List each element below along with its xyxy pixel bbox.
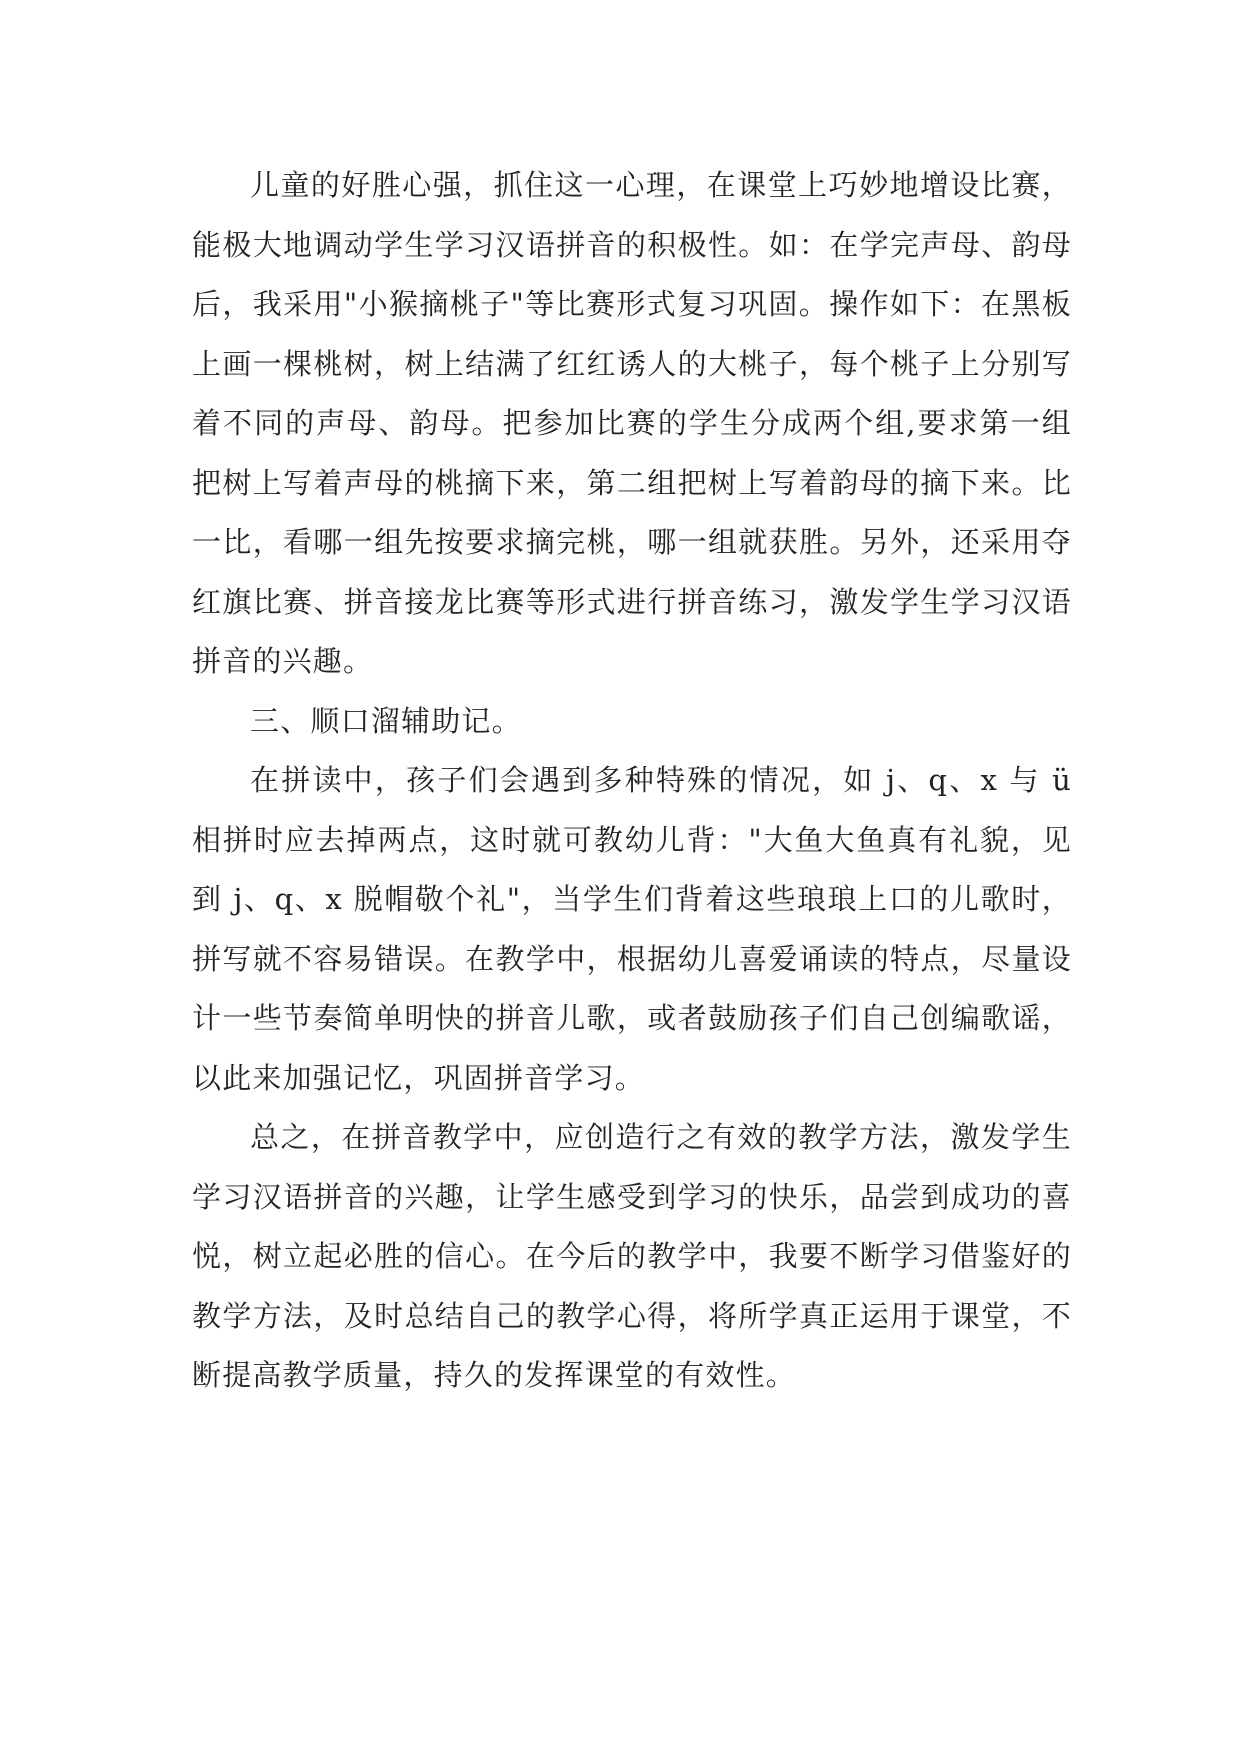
paragraph-rhymes: 在拼读中，孩子们会遇到多种特殊的情况，如 j、q、x 与 ü 相拼时应去掉两点，这时就可教幼儿背："大鱼大鱼真有礼貌，见到 j、q、x 脱帽敬个礼"，当学生们背着这些琅琅上口的儿歌时，拼写就不容易错误。在教学中，根据幼儿喜爱诵读的特点，尽量设计一些节奏简单明快的拼音儿歌，或者鼓励孩子们自己创编歌谣，以此来加强记忆，巩固拼音学习。 bbox=[192, 763, 1072, 1095]
document-page bbox=[192, 156, 1072, 1406]
paragraph-conclusion: 总之，在拼音教学中，应创造行之有效的教学方法，激发学生学习汉语拼音的兴趣，让学生感受到学习的快乐，品尝到成功的喜悦，树立起必胜的信心。在今后的教学中，我要不断学习借鉴好的教学方法，及时总结自己的教学心得，将所学真正运用于课堂，不断提高教学质量，持久的发挥课堂的有效性。 bbox=[192, 1120, 1072, 1392]
paragraph-competition: 儿童的好胜心强，抓住这一心理，在课堂上巧妙地增设比赛，能极大地调动学生学习汉语拼音的积极性。如：在学完声母、韵母后，我采用"小猴摘桃子"等比赛形式复习巩固。操作如下：在黑板上画一棵桃树，树上结满了红红诱人的大桃子，每个桃子上分别写着不同的声母、韵母。把参加比赛的学生分成两个组,要求第一组把树上写着声母的桃摘下来，第二组把树上写着韵母的摘下来。比一比，看哪一组先按要求摘完桃，哪一组就获胜。另外，还采用夺红旗比赛、拼音接龙比赛等形式进行拼音练习，激发学生学习汉语拼音的兴趣。 bbox=[192, 168, 1072, 678]
section-heading-3: 三、顺口溜辅助记。 bbox=[250, 703, 522, 738]
